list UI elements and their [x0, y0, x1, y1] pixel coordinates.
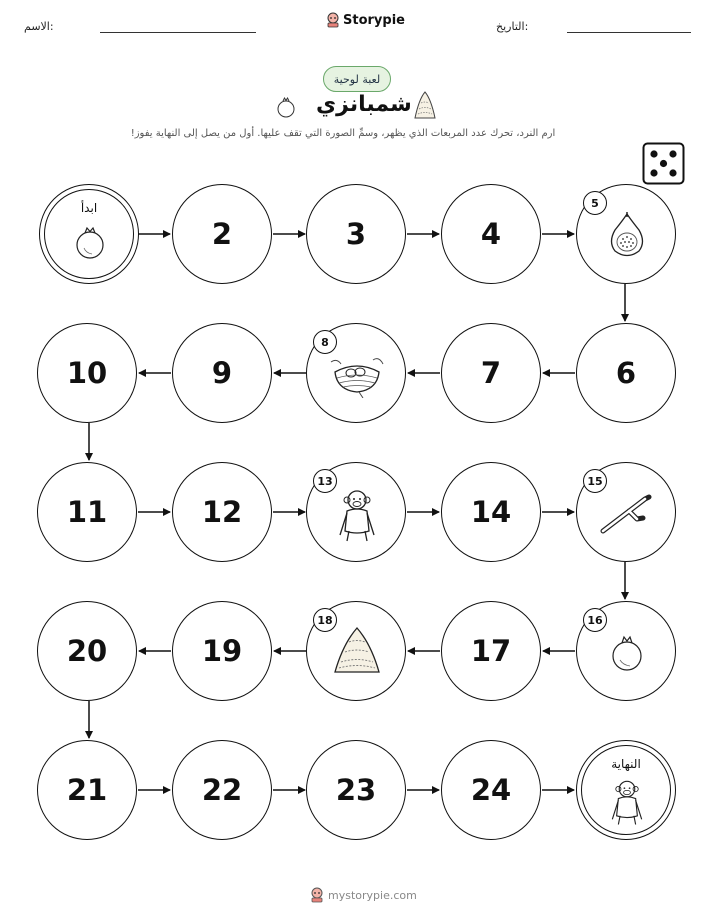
- board-square-20[interactable]: [37, 601, 137, 701]
- name-label: الاسم:: [24, 20, 54, 33]
- brand-name: Storypie: [343, 12, 405, 28]
- footer: [310, 887, 417, 903]
- square-number-badge: 15: [583, 469, 607, 493]
- square-number-badge: 8: [313, 330, 337, 354]
- square-number: 20: [66, 634, 108, 668]
- square-number: 12: [201, 495, 243, 529]
- page-title: شمبانزي: [316, 92, 412, 117]
- board-square-23[interactable]: [306, 740, 406, 840]
- board-square-24[interactable]: [441, 740, 541, 840]
- chimpanzee-icon: [335, 487, 379, 543]
- storypie-mascot-icon: [310, 887, 324, 903]
- board-square-21[interactable]: [37, 740, 137, 840]
- termite-mound-icon: [331, 624, 383, 676]
- board-square-3[interactable]: [306, 184, 406, 284]
- square-number: 24: [470, 773, 512, 807]
- board-square-12[interactable]: [172, 462, 272, 562]
- square-number: 22: [201, 773, 243, 807]
- square-number-badge: 13: [313, 469, 337, 493]
- chimpanzee-icon: [608, 777, 646, 827]
- board-square-start[interactable]: [39, 184, 139, 284]
- board-square-6[interactable]: [576, 323, 676, 423]
- fig-icon: [606, 210, 648, 260]
- board-square-2[interactable]: [172, 184, 272, 284]
- stick-icon: [599, 491, 655, 537]
- square-number: 7: [480, 356, 502, 390]
- square-number: 19: [201, 634, 243, 668]
- board-square-19[interactable]: [172, 601, 272, 701]
- game-type-badge: لعبة لوحية: [323, 66, 391, 92]
- start-label: ابدأ: [80, 201, 98, 215]
- board-square-11[interactable]: [37, 462, 137, 562]
- nest-icon: [329, 352, 385, 398]
- board-square-7[interactable]: [441, 323, 541, 423]
- square-number: 3: [345, 217, 367, 251]
- instructions-text: ارم النرد، تحرك عدد المربعات الذي يظهر، وسمِّ الصورة التي تقف عليها. أول من يصل إلى النهاية يفوز!: [130, 128, 556, 139]
- square-number-badge: 18: [313, 608, 337, 632]
- board-square-end[interactable]: [576, 740, 676, 840]
- square-number: 2: [211, 217, 233, 251]
- square-number-badge: 16: [583, 608, 607, 632]
- board-square-4[interactable]: [441, 184, 541, 284]
- board-square-17[interactable]: [441, 601, 541, 701]
- square-number: 17: [470, 634, 512, 668]
- end-label: النهاية: [611, 757, 641, 771]
- date-label: التاريخ:: [496, 20, 529, 33]
- square-number: 6: [615, 356, 637, 390]
- board-square-9[interactable]: [172, 323, 272, 423]
- board-square-10[interactable]: [37, 323, 137, 423]
- square-number: 10: [66, 356, 108, 390]
- square-number: 4: [480, 217, 502, 251]
- square-number-badge: 5: [583, 191, 607, 215]
- square-number: 21: [66, 773, 108, 807]
- square-number: 11: [66, 495, 108, 529]
- board-square-22[interactable]: [172, 740, 272, 840]
- square-number: 9: [211, 356, 233, 390]
- pomegranate-icon: [72, 223, 108, 261]
- square-number: 23: [335, 773, 377, 807]
- board-square-14[interactable]: [441, 462, 541, 562]
- pomegranate-icon: [609, 632, 645, 672]
- square-number: 14: [470, 495, 512, 529]
- footer-url[interactable]: mystorypie.com: [328, 888, 417, 902]
